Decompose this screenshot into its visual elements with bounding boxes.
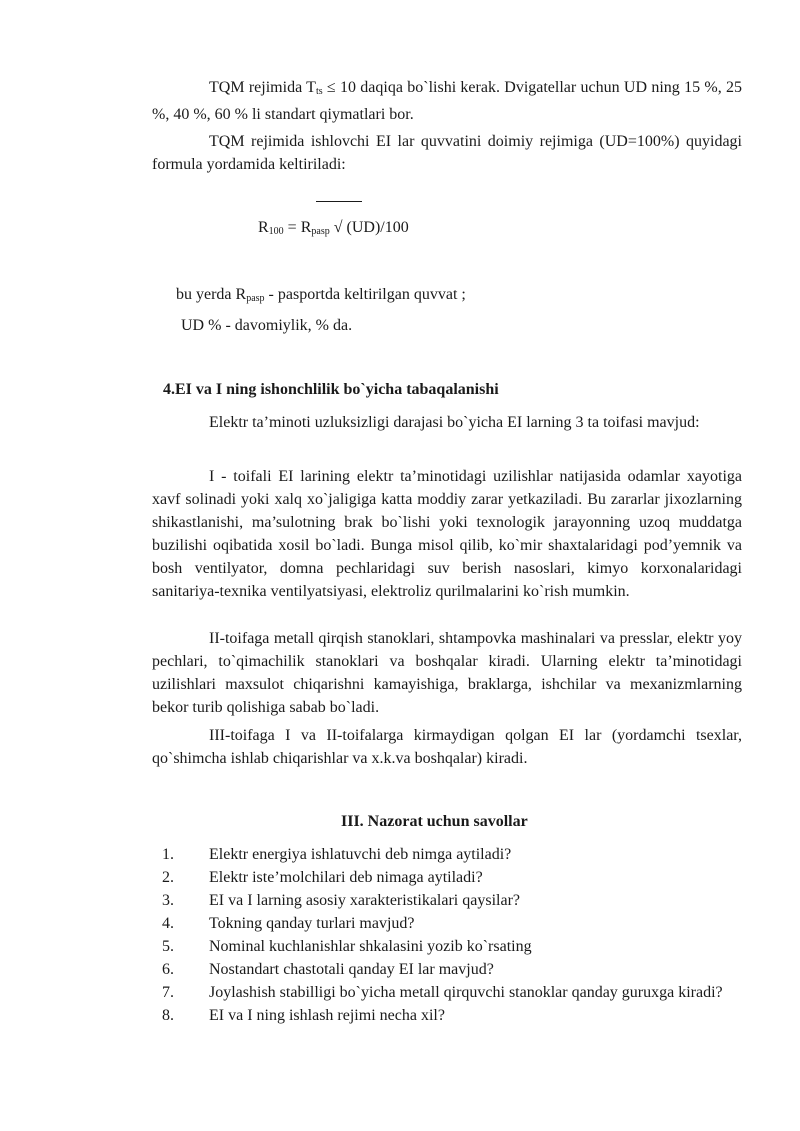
intro-paragraph-1: [152, 76, 742, 126]
question-text: Nominal kuchlanishlar shkalasini yozib ko`rsating: [209, 938, 532, 955]
power-formula: [258, 216, 409, 244]
formula-lhs-subscript: 100: [268, 226, 284, 237]
question-text: Nostandart chastotali qanday EI lar mavjud?: [209, 961, 494, 978]
question-text: Joylashish stabilligi bo`yicha metall qirquvchi stanoklar qanday guruxga kiradi?: [209, 984, 723, 1001]
question-text: Elektr iste’molchilari deb nimaga aytiladi?: [209, 869, 483, 886]
question-number: 2.: [162, 869, 174, 886]
question-text: Elektr energiya ishlatuvchi deb nimga aytiladi?: [209, 846, 512, 863]
section-4-paragraph-2: I - toifali EI larining elektr ta’minotidagi uzilishlar natijasida odamlar xayotiga xavf solinadi yoki xalq xo`jaligiga katta moddiy zarar yetkaziladi. Bu zararlar jixozlarning shikastlanishi, ma’sulotning brak bo`lishi yoki texnologik jarayonning uzoq muddatga buzilishi oqibatida xosil bo`ladi. Bunga misol qilib, ko`mir shaxtalaridagi pod’yemnik va bosh ventilyator, domna pechlaridagi suv berish nasoslari, kimyo korxonalaridagi sanitariya-texnika ventilyatsiyasi, elektroliz qurilmalarini ko`rish mumkin.: [152, 468, 742, 600]
list-item: [152, 889, 742, 912]
question-number: 8.: [162, 1007, 174, 1024]
intro-p1-text-b: ≤ 10 daqiqa bo`lishi kerak. Dvigatellar uchun UD ning 15 %, 25 %, 40 %, 60 % li standart qiymatlari bor.: [152, 79, 742, 123]
section-4-paragraph-4: III-toifaga I va II-toifalarga kirmaydigan qolgan EI lar (yordamchi tsexlar, qo`shimcha ishlab chiqarishlar va x.k.va boshqalar) kiradi.: [152, 727, 742, 767]
formula-equals: = R: [283, 219, 312, 236]
section-4-paragraph-3: II-toifaga metall qirqish stanoklari, shtampovka mashinalari va presslar, elektr yoy pechlari, to`qimachilik stanoklari va boshqalar kiradi. Ularning elektr ta’minotidagi uzilishlari maxsulot chiqarishni kamayishiga, braklarga, ishchilar va mexanizmlarning bekor turib qolishiga sabab bo`ladi.: [152, 630, 742, 716]
section-4-paragraph-1: Elektr ta’minoti uzluksizligi darajasi bo`yicha EI larning 3 ta toifasi mavjud:: [209, 414, 700, 431]
question-number: 6.: [162, 961, 174, 978]
intro-p1-subscript: ts: [315, 86, 323, 97]
question-number: 5.: [162, 938, 174, 955]
intro-p1-text-a: TQM rejimida T: [209, 79, 316, 96]
intro-paragraph-2: TQM rejimida ishlovchi EI lar quvvatini doimiy rejimiga (UD=100%) quyidagi formula yordamida keltiriladi:: [152, 133, 742, 173]
list-item: [152, 912, 742, 935]
question-number: 3.: [162, 892, 174, 909]
formula-lhs: R: [258, 219, 269, 236]
legend1-text-a: bu yerda R: [176, 286, 247, 303]
section-3-heading: III. Nazorat uchun savollar: [341, 813, 528, 830]
list-item: [152, 935, 742, 958]
formula-rest: √ (UD)/100: [329, 219, 409, 236]
question-number: 4.: [162, 915, 174, 932]
question-text: Tokning qanday turlari mavjud?: [209, 915, 415, 932]
list-item: [152, 981, 742, 1004]
question-number: 7.: [162, 984, 174, 1001]
questions-list: [152, 843, 742, 1027]
sqrt-overline: [316, 201, 362, 202]
section-4-heading: 4.EI va I ning ishonchlilik bo`yicha tabaqalanishi: [163, 381, 499, 398]
legend1-subscript: pasp: [246, 293, 265, 304]
question-number: 1.: [162, 846, 174, 863]
formula-legend-2: UD % - davomiylik, % da.: [181, 317, 353, 334]
list-item: [152, 843, 742, 866]
formula-legend-1: [176, 284, 466, 310]
list-item: [152, 958, 742, 981]
question-text: EI va I ning ishlash rejimi necha xil?: [209, 1007, 445, 1024]
formula-rhs-subscript: pasp: [311, 226, 330, 237]
question-text: EI va I larning asosiy xarakteristikalari qaysilar?: [209, 892, 520, 909]
list-item: [152, 1004, 742, 1027]
list-item: [152, 866, 742, 889]
legend1-text-b: - pasportda keltirilgan quvvat ;: [264, 286, 466, 303]
